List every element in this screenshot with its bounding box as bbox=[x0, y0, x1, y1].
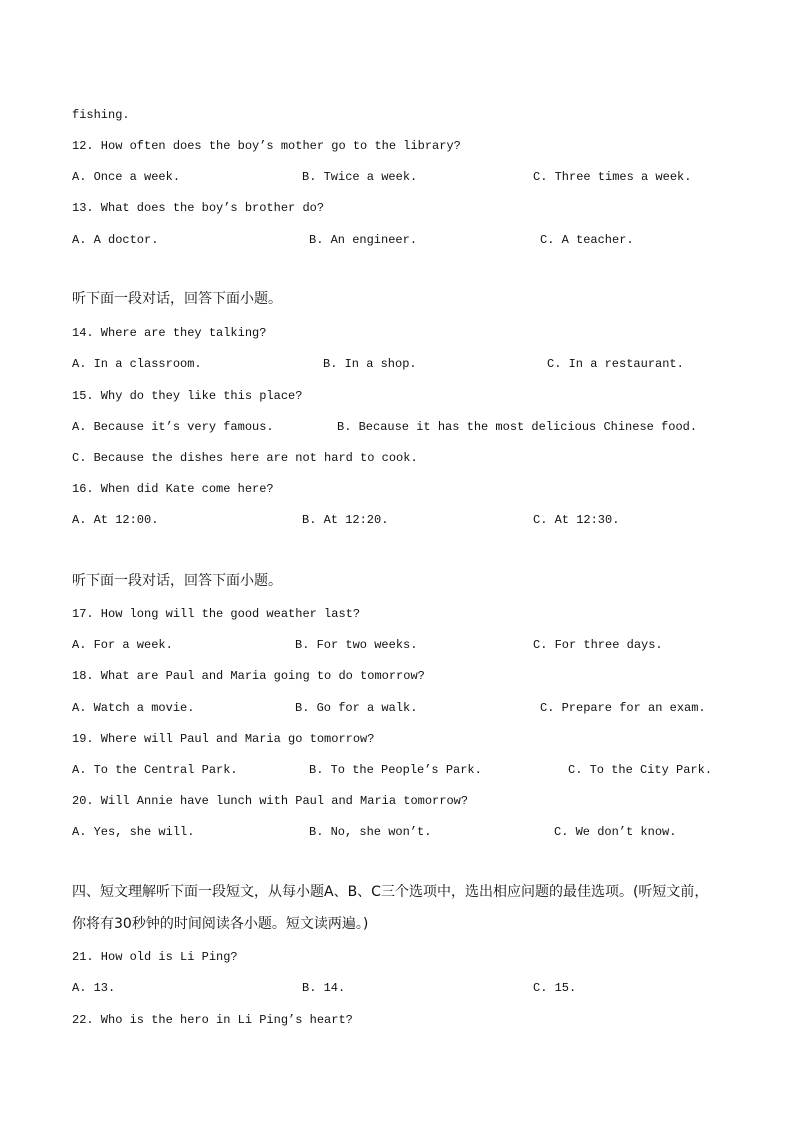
q17-option-b: B. For two weeks. bbox=[295, 638, 418, 652]
q18-option-a: A. Watch a movie. bbox=[72, 701, 195, 715]
q20-option-c: C. We don’t know. bbox=[554, 825, 677, 839]
question-22: 22. Who is the hero in Li Ping’s heart? bbox=[72, 1013, 353, 1027]
question-16: 16. When did Kate come here? bbox=[72, 482, 274, 496]
q16-option-c: C. At 12:30. bbox=[533, 513, 620, 527]
question-14: 14. Where are they talking? bbox=[72, 326, 267, 340]
q21-option-b: B. 14. bbox=[302, 981, 346, 995]
q12-option-b: B. Twice a week. bbox=[302, 170, 418, 184]
q16-option-b: B. At 12:20. bbox=[302, 513, 389, 527]
question-20: 20. Will Annie have lunch with Paul and Maria tomorrow? bbox=[72, 794, 469, 808]
question-21: 21. How old is Li Ping? bbox=[72, 950, 238, 964]
carryover-text: fishing. bbox=[72, 108, 130, 122]
question-18: 18. What are Paul and Maria going to do tomorrow? bbox=[72, 669, 425, 683]
section-instruction: 听下面一段对话，回答下面小题。 bbox=[72, 573, 282, 589]
question-17: 17. How long will the good weather last? bbox=[72, 607, 361, 621]
section-4-instruction-line2: 你将有30秒钟的时间阅读各小题。短文读两遍。) bbox=[72, 916, 369, 932]
q15-option-b: B. Because it has the most delicious Chinese food. bbox=[337, 420, 698, 434]
q21-option-a: A. 13. bbox=[72, 981, 116, 995]
q15-option-a: A. Because it’s very famous. bbox=[72, 420, 274, 434]
question-15: 15. Why do they like this place? bbox=[72, 389, 303, 403]
q13-option-b: B. An engineer. bbox=[309, 233, 418, 247]
q15-option-c: C. Because the dishes here are not hard to cook. bbox=[72, 451, 418, 465]
q17-option-c: C. For three days. bbox=[533, 638, 663, 652]
question-13: 13. What does the boy’s brother do? bbox=[72, 201, 325, 215]
section-4-instruction-line1: 四、短文理解听下面一段短文，从每小题A、B、C三个选项中，选出相应问题的最佳选项。(听短文前， bbox=[72, 884, 709, 900]
q21-option-c: C. 15. bbox=[533, 981, 577, 995]
q14-option-c: C. In a restaurant. bbox=[547, 357, 684, 371]
q18-option-b: B. Go for a walk. bbox=[295, 701, 418, 715]
q20-option-b: B. No, she won’t. bbox=[309, 825, 432, 839]
q14-option-b: B. In a shop. bbox=[323, 357, 417, 371]
question-19: 19. Where will Paul and Maria go tomorrow? bbox=[72, 732, 375, 746]
q13-option-a: A. A doctor. bbox=[72, 233, 159, 247]
q19-option-b: B. To the People’s Park. bbox=[309, 763, 482, 777]
q12-option-a: A. Once a week. bbox=[72, 170, 181, 184]
q18-option-c: C. Prepare for an exam. bbox=[540, 701, 706, 715]
q19-option-c: C. To the City Park. bbox=[568, 763, 713, 777]
question-12: 12. How often does the boy’s mother go to the library? bbox=[72, 139, 461, 153]
q12-option-c: C. Three times a week. bbox=[533, 170, 692, 184]
q20-option-a: A. Yes, she will. bbox=[72, 825, 195, 839]
q13-option-c: C. A teacher. bbox=[540, 233, 634, 247]
q16-option-a: A. At 12:00. bbox=[72, 513, 159, 527]
q17-option-a: A. For a week. bbox=[72, 638, 173, 652]
q19-option-a: A. To the Central Park. bbox=[72, 763, 238, 777]
section-instruction: 听下面一段对话，回答下面小题。 bbox=[72, 291, 282, 307]
q14-option-a: A. In a classroom. bbox=[72, 357, 202, 371]
